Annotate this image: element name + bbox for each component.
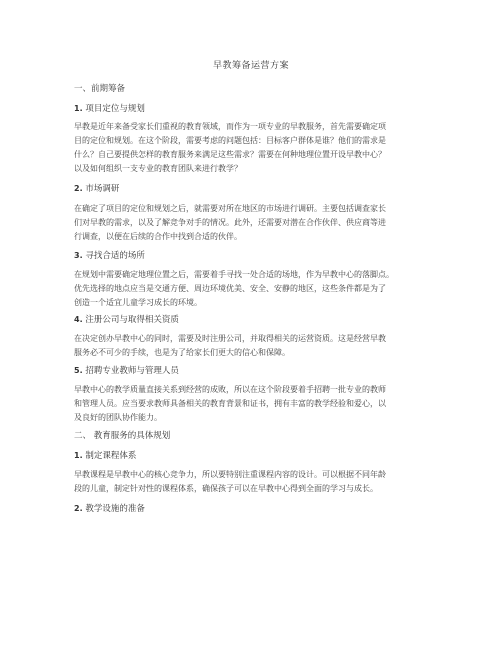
subheading-1-4	[74, 313, 179, 325]
subheading-number: 1.	[74, 451, 83, 460]
subheading-1-5	[74, 364, 179, 376]
subheading-number: 2.	[74, 184, 83, 193]
paragraph-line: 早教中心的教学质量直接关系到经营的成败，所以在这个阶段要着手招聘一批专业的教师	[74, 385, 386, 394]
section-heading-1: 一、前期筹备	[74, 84, 126, 94]
paragraph-line: 创造一个适宜儿童学习成长的环境。	[74, 298, 202, 307]
paragraph-line: 优先选择的地点应当是交通方便、周边环境优美、安全、安静的地区，这些条件都是为了	[74, 284, 386, 293]
subheading-1-3	[74, 249, 145, 261]
paragraph-1-4	[74, 332, 430, 360]
paragraph-1-3	[74, 268, 430, 310]
paragraph-line: 及良好的团队协作能力。	[74, 413, 162, 422]
subheading-2-2	[74, 502, 145, 514]
paragraph-1-1	[74, 120, 430, 176]
subheading-1-2	[74, 182, 119, 194]
subheading-2-1	[74, 449, 136, 461]
paragraph-2-1	[74, 468, 430, 496]
paragraph-line: 在确定了项目的定位和规划之后，就需要对所在地区的市场进行调研。主要包括调查家长	[74, 204, 386, 213]
section-heading-2: 二、 教育服务的具体规划	[74, 431, 171, 441]
paragraph-line: 早教课程是早教中心的核心竞争力，所以要特别注重课程内容的设计。可以根据不同年龄	[74, 470, 386, 479]
subheading-title: 项目定位与规划	[85, 104, 145, 114]
subheading-number: 3.	[74, 251, 83, 260]
paragraph-line: 和管理人员。应当要求教师具备相关的教育背景和证书，拥有丰富的教学经验和爱心，以	[74, 399, 386, 408]
paragraph-line: 段的儿童，制定针对性的课程体系，确保孩子可以在早教中心得到全面的学习与成长。	[74, 484, 378, 493]
subheading-title: 招聘专业教师与管理人员	[85, 366, 179, 376]
paragraph-line: 什么？自己要提供怎样的教育服务来满足这些需求？需要在何种地理位置开设早教中心？	[74, 150, 386, 159]
subheading-title: 市场调研	[85, 184, 120, 194]
document-title: 早教筹备运营方案	[212, 61, 289, 71]
paragraph-line: 在规划中需要确定地理位置之后，需要着手寻找一处合适的场地，作为早教中心的落脚点。	[74, 270, 394, 279]
paragraph-line: 以及如何组织一支专业的教育团队来进行教学？	[74, 164, 242, 173]
subheading-title: 制定课程体系	[85, 451, 137, 461]
paragraph-line: 服务必不可少的手续，也是为了给家长们更大的信心和保障。	[74, 348, 290, 357]
paragraph-line: 们对早教的需求，以及了解竞争对手的情况。此外，还需要对潜在合作伙伴、供应商等进	[74, 218, 386, 227]
subheading-number: 2.	[74, 504, 83, 513]
paragraph-line: 在决定创办早教中心的同时，需要及时注册公司，并取得相关的运营资质。这是经营早教	[74, 334, 386, 343]
subheading-title: 寻找合适的场所	[85, 251, 145, 261]
paragraph-1-2	[74, 202, 430, 244]
subheading-number: 1.	[74, 104, 83, 113]
subheading-title: 教学设施的准备	[85, 504, 145, 514]
subheading-number: 4.	[74, 315, 83, 324]
paragraph-line: 目的定位和规划。在这个阶段，需要考虑的问题包括：目标客户群体是谁？他们的需求是	[74, 136, 386, 145]
paragraph-line: 行调查，以便在后续的合作中找到合适的伙伴。	[74, 232, 242, 241]
paragraph-line: 早教是近年来备受家长们重视的教育领域，而作为一项专业的早教服务，首先需要确定项	[74, 122, 386, 131]
paragraph-1-5	[74, 383, 430, 425]
subheading-1-1	[74, 102, 145, 114]
subheading-number: 5.	[74, 366, 83, 375]
subheading-title: 注册公司与取得相关资质	[85, 315, 179, 325]
